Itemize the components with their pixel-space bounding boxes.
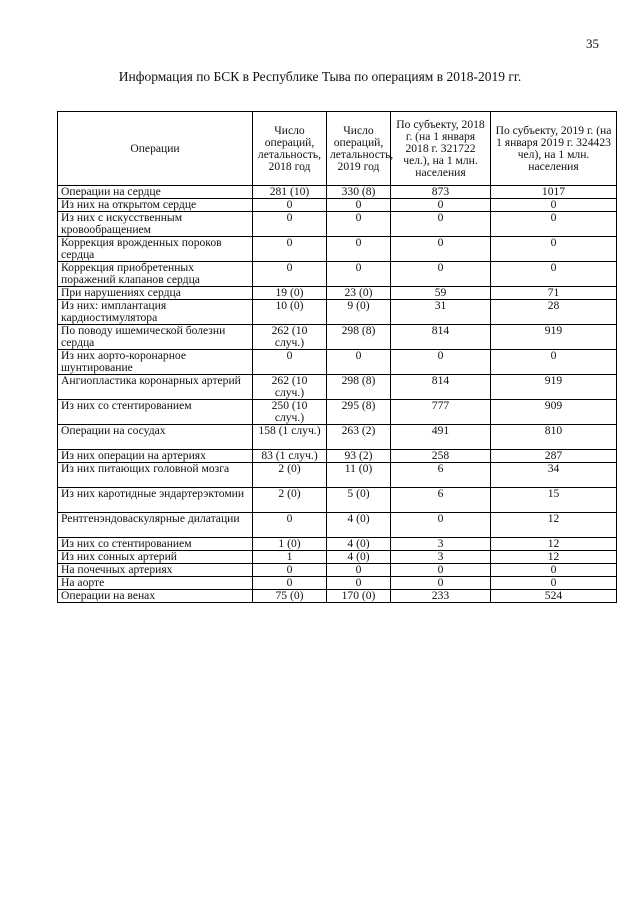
row-subject-2019: 34: [491, 463, 617, 488]
row-operation: По поводу ишемической болезни сердца: [58, 325, 253, 350]
row-operation: Из них со стентированием: [58, 538, 253, 551]
table-row: [58, 577, 617, 590]
row-count-2018: 0: [253, 513, 327, 538]
row-operation: Из них каротидные эндартерэктомии: [58, 488, 253, 513]
page-title: Информация по БСК в Республике Тыва по операциям в 2018-2019 гг.: [118, 69, 522, 84]
row-subject-2019: 28: [491, 300, 617, 325]
row-subject-2018: 777: [391, 400, 491, 425]
table-row: [58, 199, 617, 212]
row-count-2018: 19 (0): [253, 287, 327, 300]
row-operation: Из них питающих головной мозга: [58, 463, 253, 488]
row-count-2018: 0: [253, 350, 327, 375]
row-count-2019: 0: [327, 237, 391, 262]
row-subject-2019: 919: [491, 325, 617, 350]
row-count-2018: 158 (1 случ.): [253, 425, 327, 450]
row-subject-2019: 12: [491, 513, 617, 538]
row-count-2019: 11 (0): [327, 463, 391, 488]
table-row: [58, 425, 617, 450]
row-count-2018: 10 (0): [253, 300, 327, 325]
row-count-2019: 0: [327, 199, 391, 212]
table-row: [58, 488, 617, 513]
row-subject-2018: 814: [391, 375, 491, 400]
row-operation: Из них аорто-коронарное шунтирование: [58, 350, 253, 375]
row-subject-2019: 0: [491, 577, 617, 590]
table-row: [58, 262, 617, 287]
row-count-2018: 281 (10): [253, 186, 327, 199]
row-subject-2019: 0: [491, 237, 617, 262]
table-row: [58, 212, 617, 237]
table-row: [58, 551, 617, 564]
row-count-2018: 262 (10 случ.): [253, 375, 327, 400]
row-operation: Рентгенэндоваскулярные дилатации: [58, 513, 253, 538]
row-count-2018: 0: [253, 199, 327, 212]
row-operation: Из них на открытом сердце: [58, 199, 253, 212]
row-count-2019: 0: [327, 212, 391, 237]
row-count-2019: 0: [327, 564, 391, 577]
row-subject-2019: 810: [491, 425, 617, 450]
row-subject-2018: 31: [391, 300, 491, 325]
row-subject-2018: 233: [391, 590, 491, 603]
row-subject-2018: 59: [391, 287, 491, 300]
table-row: [58, 450, 617, 463]
row-count-2019: 23 (0): [327, 287, 391, 300]
row-subject-2018: 0: [391, 199, 491, 212]
table-row: [58, 463, 617, 488]
row-operation: При нарушениях сердца: [58, 287, 253, 300]
row-subject-2019: 0: [491, 212, 617, 237]
row-operation: Из них с искусственным кровообращением: [58, 212, 253, 237]
row-count-2018: 250 (10 случ.): [253, 400, 327, 425]
row-subject-2018: 0: [391, 564, 491, 577]
row-subject-2019: 919: [491, 375, 617, 400]
row-subject-2019: 71: [491, 287, 617, 300]
row-count-2019: 5 (0): [327, 488, 391, 513]
row-count-2018: 1 (0): [253, 538, 327, 551]
row-subject-2019: 0: [491, 199, 617, 212]
row-subject-2018: 6: [391, 488, 491, 513]
row-subject-2018: 0: [391, 237, 491, 262]
header-subject-2018: По субъекту, 2018 г. (на 1 января 2018 г. 321722 чел.), на 1 млн. населения: [391, 112, 491, 186]
row-subject-2018: 0: [391, 212, 491, 237]
header-subject-2019: По субъекту, 2019 г. (на 1 января 2019 г. 324423 чел), на 1 млн. населения: [491, 112, 617, 186]
row-operation: Операции на венах: [58, 590, 253, 603]
row-count-2019: 298 (8): [327, 325, 391, 350]
row-count-2019: 298 (8): [327, 375, 391, 400]
row-subject-2018: 0: [391, 577, 491, 590]
row-subject-2018: 0: [391, 513, 491, 538]
table-row: [58, 350, 617, 375]
row-subject-2019: 12: [491, 538, 617, 551]
row-count-2018: 262 (10 случ.): [253, 325, 327, 350]
row-count-2018: 0: [253, 237, 327, 262]
table-header-row: [58, 112, 617, 186]
table-row: [58, 186, 617, 199]
row-count-2018: 0: [253, 262, 327, 287]
row-count-2019: 4 (0): [327, 513, 391, 538]
row-operation: Операции на сердце: [58, 186, 253, 199]
row-operation: На почечных артериях: [58, 564, 253, 577]
table-row: [58, 590, 617, 603]
row-count-2018: 2 (0): [253, 488, 327, 513]
row-count-2018: 1: [253, 551, 327, 564]
row-subject-2019: 0: [491, 350, 617, 375]
row-subject-2019: 12: [491, 551, 617, 564]
row-subject-2019: 15: [491, 488, 617, 513]
row-count-2018: 2 (0): [253, 463, 327, 488]
operations-table: [57, 111, 617, 603]
row-count-2019: 0: [327, 350, 391, 375]
row-operation: Коррекция приобретенных поражений клапанов сердца: [58, 262, 253, 287]
row-count-2019: 330 (8): [327, 186, 391, 199]
row-subject-2018: 814: [391, 325, 491, 350]
row-count-2019: 0: [327, 262, 391, 287]
row-count-2019: 263 (2): [327, 425, 391, 450]
row-subject-2019: 909: [491, 400, 617, 425]
table-row: [58, 300, 617, 325]
table-row: [58, 237, 617, 262]
row-subject-2019: 0: [491, 564, 617, 577]
row-operation: Из них операции на артериях: [58, 450, 253, 463]
row-subject-2019: 287: [491, 450, 617, 463]
row-subject-2019: 524: [491, 590, 617, 603]
row-subject-2018: 6: [391, 463, 491, 488]
row-count-2018: 0: [253, 577, 327, 590]
table-row: [58, 400, 617, 425]
row-count-2019: 0: [327, 577, 391, 590]
row-count-2019: 93 (2): [327, 450, 391, 463]
row-operation: Из них сонных артерий: [58, 551, 253, 564]
row-count-2019: 4 (0): [327, 551, 391, 564]
table-row: [58, 287, 617, 300]
row-count-2018: 0: [253, 564, 327, 577]
row-subject-2018: 491: [391, 425, 491, 450]
table-row: [58, 375, 617, 400]
row-subject-2018: 258: [391, 450, 491, 463]
row-subject-2018: 0: [391, 262, 491, 287]
row-subject-2019: 0: [491, 262, 617, 287]
table-row: [58, 564, 617, 577]
row-operation: Ангиопластика коронарных артерий: [58, 375, 253, 400]
row-count-2019: 170 (0): [327, 590, 391, 603]
row-operation: Операции на сосудах: [58, 425, 253, 450]
row-operation: Из них со стентированием: [58, 400, 253, 425]
header-operations: Операции: [58, 112, 253, 186]
header-count-2018: Число операций, летальность, 2018 год: [253, 112, 327, 186]
row-operation: Из них: имплантация кардиостимулятора: [58, 300, 253, 325]
table-row: [58, 325, 617, 350]
row-subject-2018: 3: [391, 551, 491, 564]
row-count-2018: 0: [253, 212, 327, 237]
row-operation: Коррекция врожденных пороков сердца: [58, 237, 253, 262]
row-subject-2019: 1017: [491, 186, 617, 199]
row-subject-2018: 873: [391, 186, 491, 199]
row-count-2019: 295 (8): [327, 400, 391, 425]
row-count-2018: 75 (0): [253, 590, 327, 603]
table-row: [58, 513, 617, 538]
page-number: 35: [586, 36, 599, 51]
row-count-2019: 4 (0): [327, 538, 391, 551]
row-operation: На аорте: [58, 577, 253, 590]
row-count-2019: 9 (0): [327, 300, 391, 325]
row-subject-2018: 0: [391, 350, 491, 375]
row-count-2018: 83 (1 случ.): [253, 450, 327, 463]
table-row: [58, 538, 617, 551]
row-subject-2018: 3: [391, 538, 491, 551]
header-count-2019: Число операций, летальность, 2019 год: [327, 112, 391, 186]
